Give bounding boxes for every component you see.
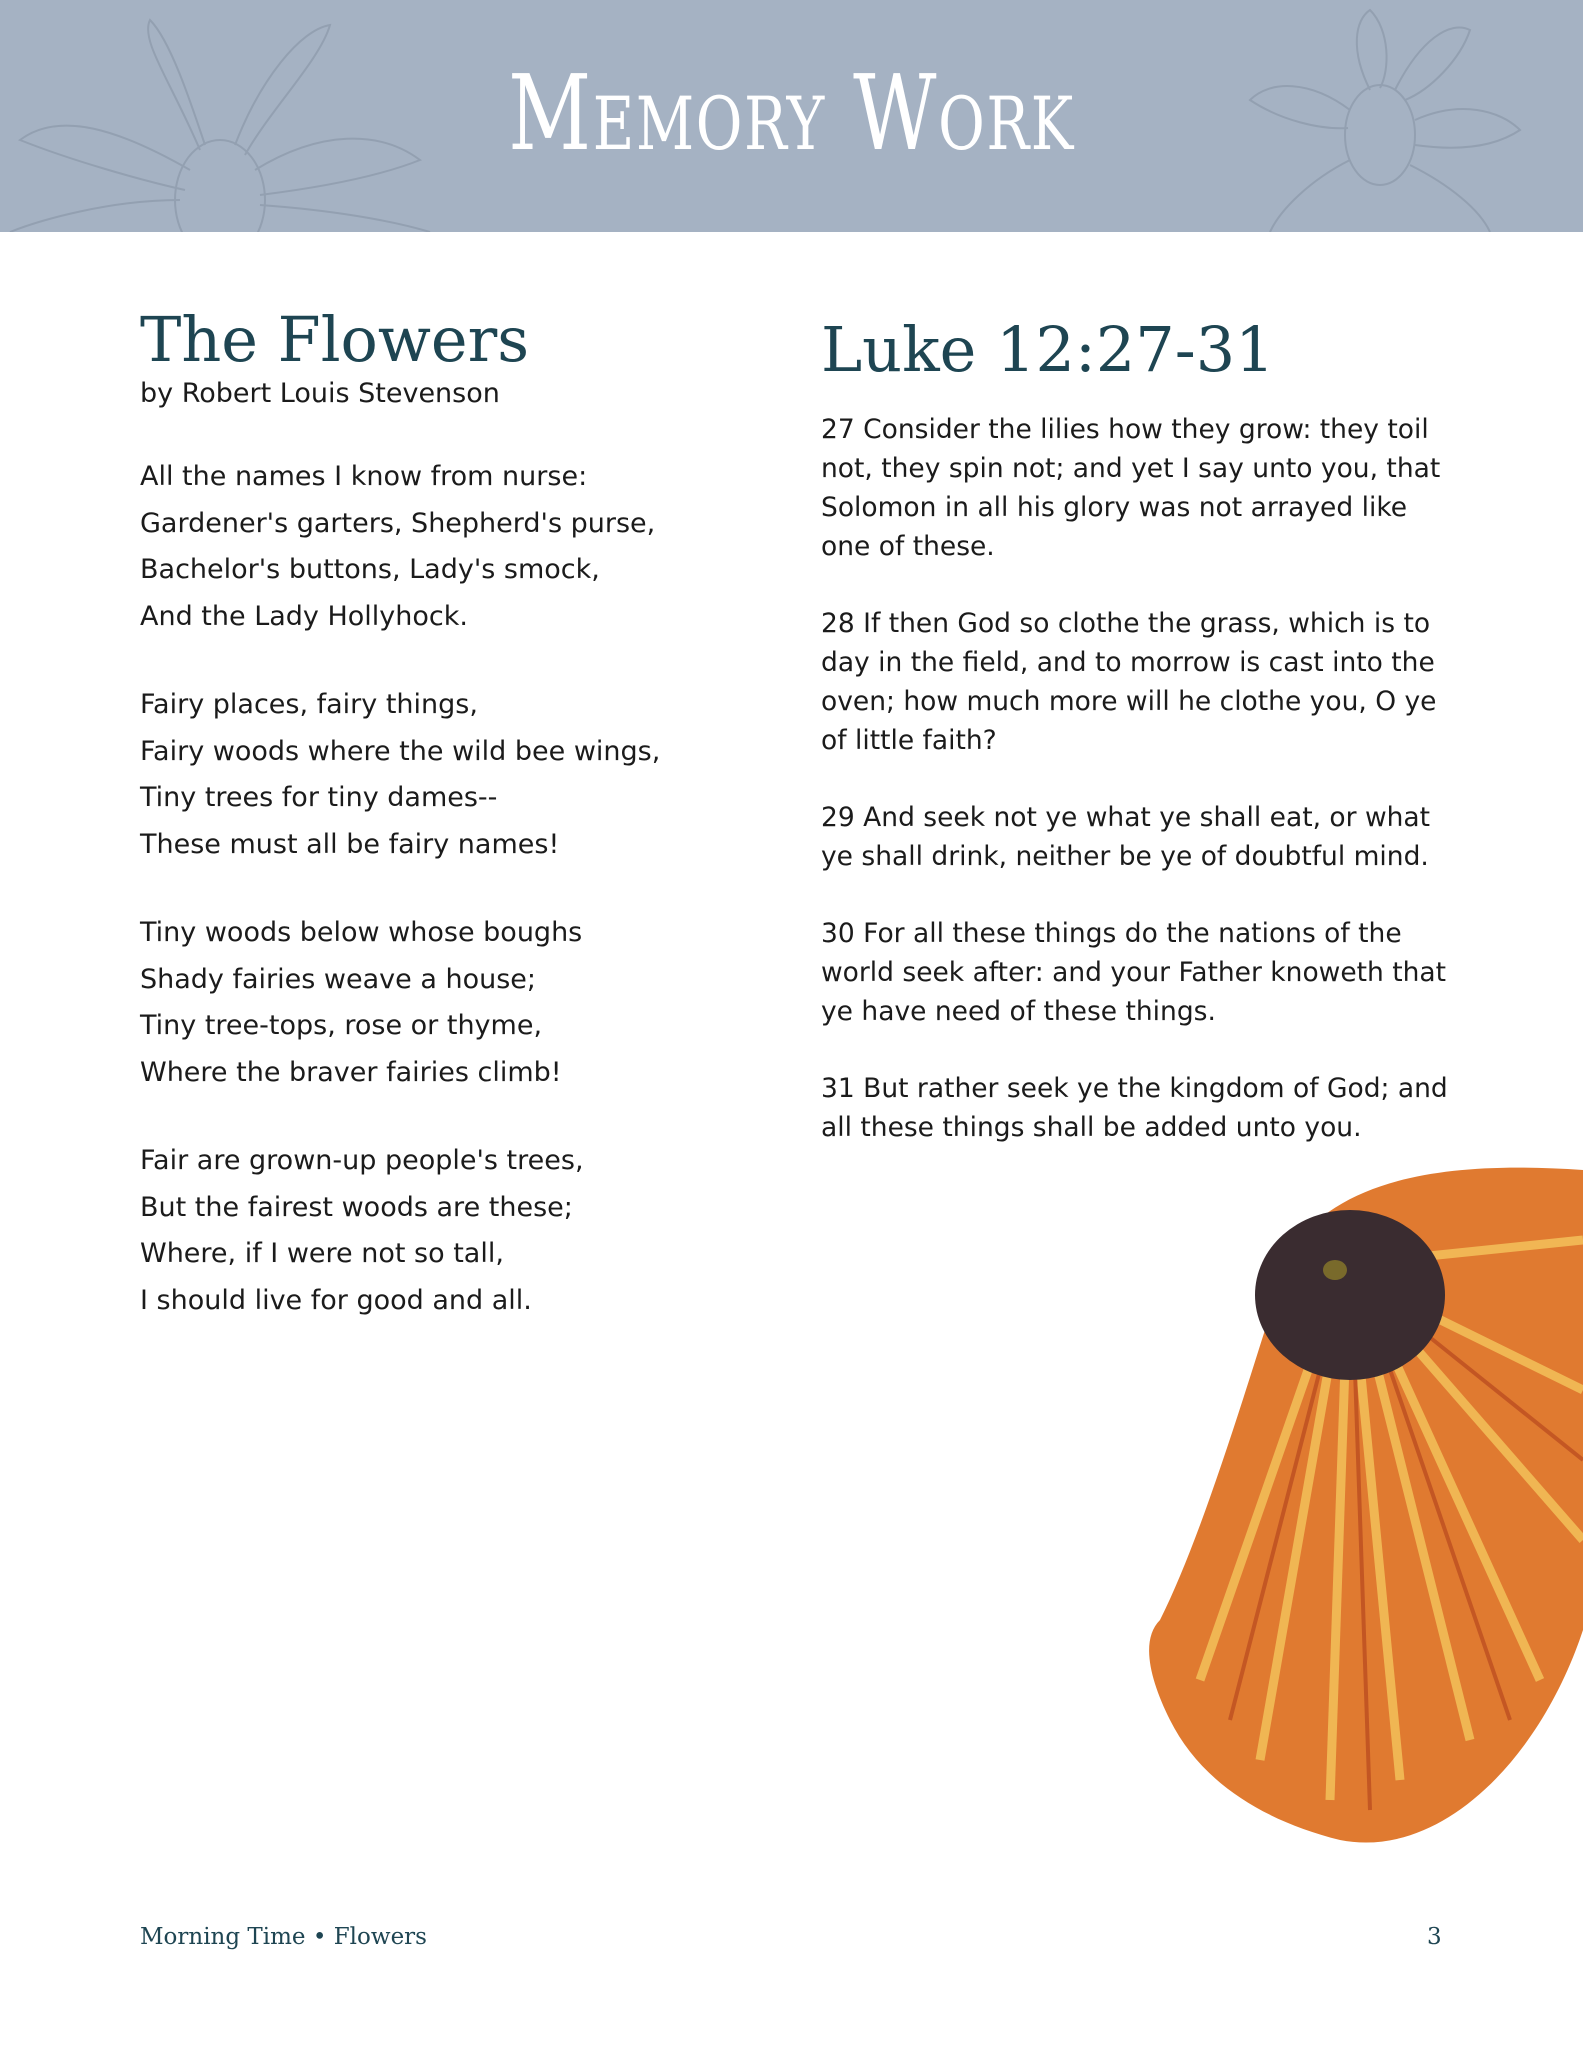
poem-line: But the fairest woods are these; [140,1191,573,1223]
poem-line: Gardener's garters, Shepherd's purse, [140,507,656,539]
poem-line: I should live for good and all. [140,1284,532,1316]
verse: 27 Consider the lilies how they grow: they toil not, they spin not; and yet I say unto you, that Solomon in all his glory was not arrayed like one of these. [821,414,1441,562]
poem-line: Tiny tree-tops, rose or thyme, [140,1010,543,1041]
poem-line: And the Lady Hollyhock. [140,600,468,632]
verse: 30 For all these things do the nations of the world seek after: and your Father knoweth that ye have need of these things. [821,918,1447,1027]
verse: 31 But rather seek ye the kingdom of God; and all these things shall be added unto you. [821,1073,1448,1143]
poem-line: Where, if I were not so tall, [140,1238,504,1269]
poem-line: Bachelor's buttons, Lady's smock, [140,554,600,585]
header-banner [0,0,1583,232]
page-title: Memory Work [508,52,1075,174]
poem-line: Where the braver fairies climb! [140,1056,562,1088]
poem-line: Tiny trees for tiny dames-- [140,782,498,813]
poem-line: Tiny woods below whose boughs [140,917,583,948]
poem-author: by Robert Louis Stevenson [140,378,500,409]
stanza [140,910,700,1096]
poem-line: Shady fairies weave a house; [140,963,536,995]
poem-line: All the names I know from nurse: [140,461,588,492]
poem-column [140,300,700,1324]
scripture-column [821,310,1461,1147]
poem-line: Fairy places, fairy things, [140,689,478,720]
page-number: 3 [1427,1924,1442,1950]
poem-title: The Flowers [140,303,530,376]
verse: 28 If then God so clothe the grass, which is to day in the field, and to morrow is cast into the oven; how much more will he clothe you, O ye of little faith? [821,608,1437,756]
poem-line: Fair are grown-up people's trees, [140,1145,584,1176]
poem-line: These must all be fairy names! [140,828,560,860]
stanza [140,1138,700,1324]
watercolor-flower-illustration [1140,1160,1583,1850]
stanza [140,682,700,868]
poem-line: Fairy woods where the wild bee wings, [140,735,661,767]
footer-section: Morning Time • Flowers [140,1924,427,1950]
stanza [140,454,700,640]
verse: 29 And seek not ye what ye shall eat, or what ye shall drink, neither be ye of doubtful mind. [821,802,1431,872]
scripture-title: Luke 12:27-31 [821,313,1275,386]
